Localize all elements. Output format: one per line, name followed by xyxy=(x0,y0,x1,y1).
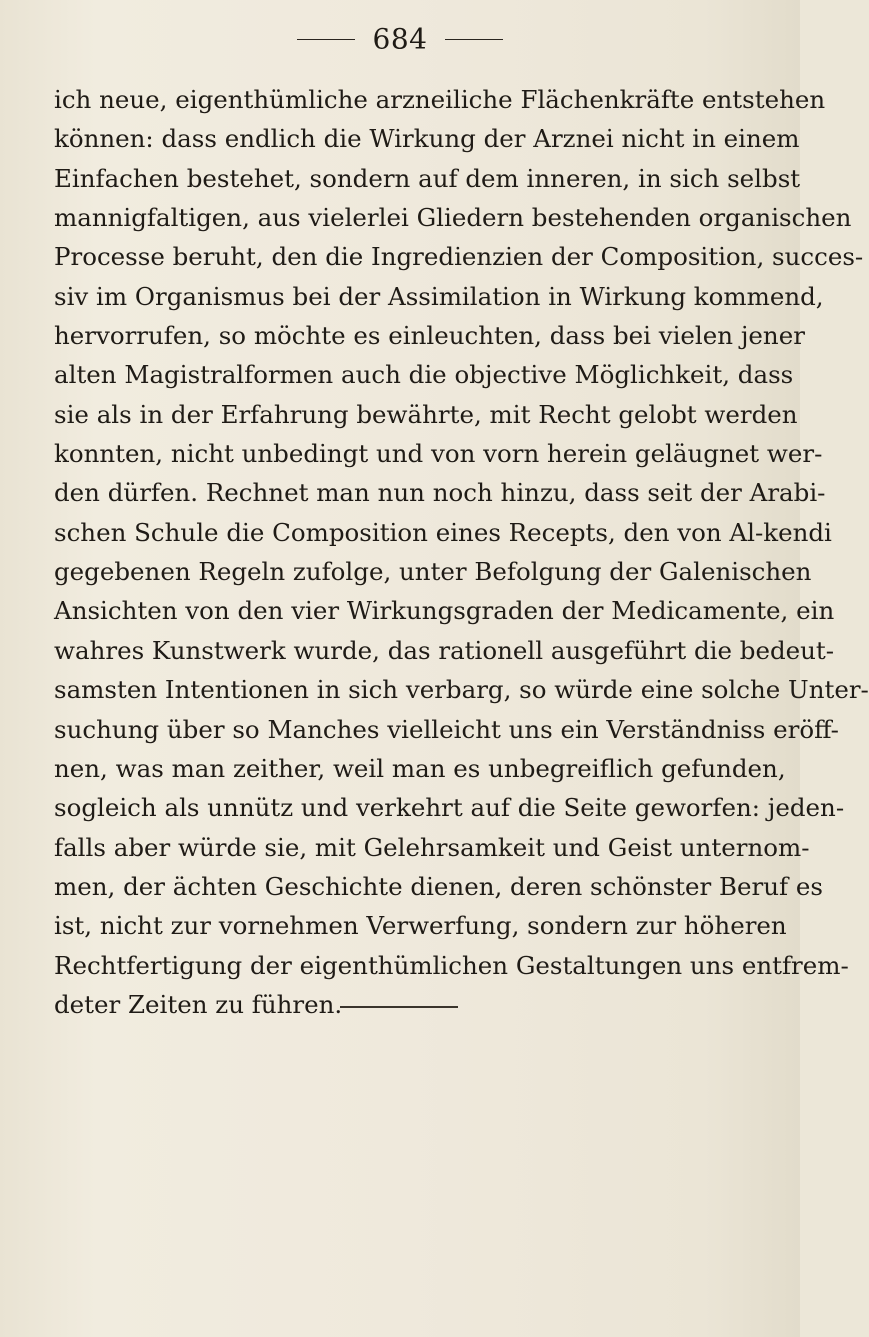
text-line: sogleich als unnütz und verkehrt auf die Seite geworfen: jeden- xyxy=(54,793,845,823)
text-line: gegebenen Regeln zufolge, unter Befolgung der Galenischen xyxy=(54,557,812,587)
text-line: den dürfen. Rechnet man nun noch hinzu, dass seit der Arabi- xyxy=(54,478,826,508)
text-line: wahres Kunstwerk wurde, das rationell ausgeführt die bedeut- xyxy=(54,635,835,665)
text-line: können: dass endlich die Wirkung der Arznei nicht in einem xyxy=(54,124,800,154)
text-line: falls aber würde sie, mit Gelehrsamkeit und Geist unternom- xyxy=(54,832,810,862)
text-line: suchung über so Manches vielleicht uns ein Verständniss eröff- xyxy=(54,714,839,744)
text-line: ist, nicht zur vornehmen Verwerfung, sondern zur höheren xyxy=(54,911,787,941)
page-number: 684 xyxy=(372,22,428,56)
text-line: Ansichten von den vier Wirkungsgraden der Medicamente, ein xyxy=(54,596,835,626)
body-text xyxy=(54,80,869,1024)
text-line: Einfachen bestehet, sondern auf dem inneren, in sich selbst xyxy=(54,163,801,193)
text-line: hervorrufen, so möchte es einleuchten, dass bei vielen jener xyxy=(54,321,805,351)
text-line: mannigfaltigen, aus vielerlei Gliedern bestehenden organischen xyxy=(54,203,852,233)
text-line: sie als in der Erfahrung bewährte, mit Recht gelobt werden xyxy=(54,399,798,429)
page-header xyxy=(0,24,800,54)
text-line: ich neue, eigenthümliche arzneiliche Flächenkräfte entstehen xyxy=(54,85,826,114)
text-line: siv im Organismus bei der Assimilation in Wirkung kommend, xyxy=(54,281,824,311)
header-rule-right xyxy=(445,39,503,40)
text-line: konnten, nicht unbedingt und von vorn herein geläugnet wer- xyxy=(54,439,823,469)
text-line: Processe beruht, den die Ingredienzien der Composition, succes- xyxy=(54,242,864,272)
text-line: Rechtfertigung der eigenthümlichen Gestaltungen uns entfrem- xyxy=(54,950,849,980)
text-line: samsten Intentionen in sich verbarg, so würde eine solche Unter- xyxy=(54,675,869,705)
text-line: schen Schule die Composition eines Recepts, den von Al-kendi xyxy=(54,517,832,547)
text-line-last: deter Zeiten zu führen. xyxy=(54,989,343,1019)
text-line: men, der ächten Geschichte dienen, deren schönster Beruf es xyxy=(54,871,823,901)
header-rule-left xyxy=(297,39,355,40)
text-line: nen, was man zeither, weil man es unbegreiflich gefunden, xyxy=(54,753,786,783)
section-divider xyxy=(340,1006,458,1008)
text-line: alten Magistralformen auch die objective Möglichkeit, dass xyxy=(54,360,794,390)
